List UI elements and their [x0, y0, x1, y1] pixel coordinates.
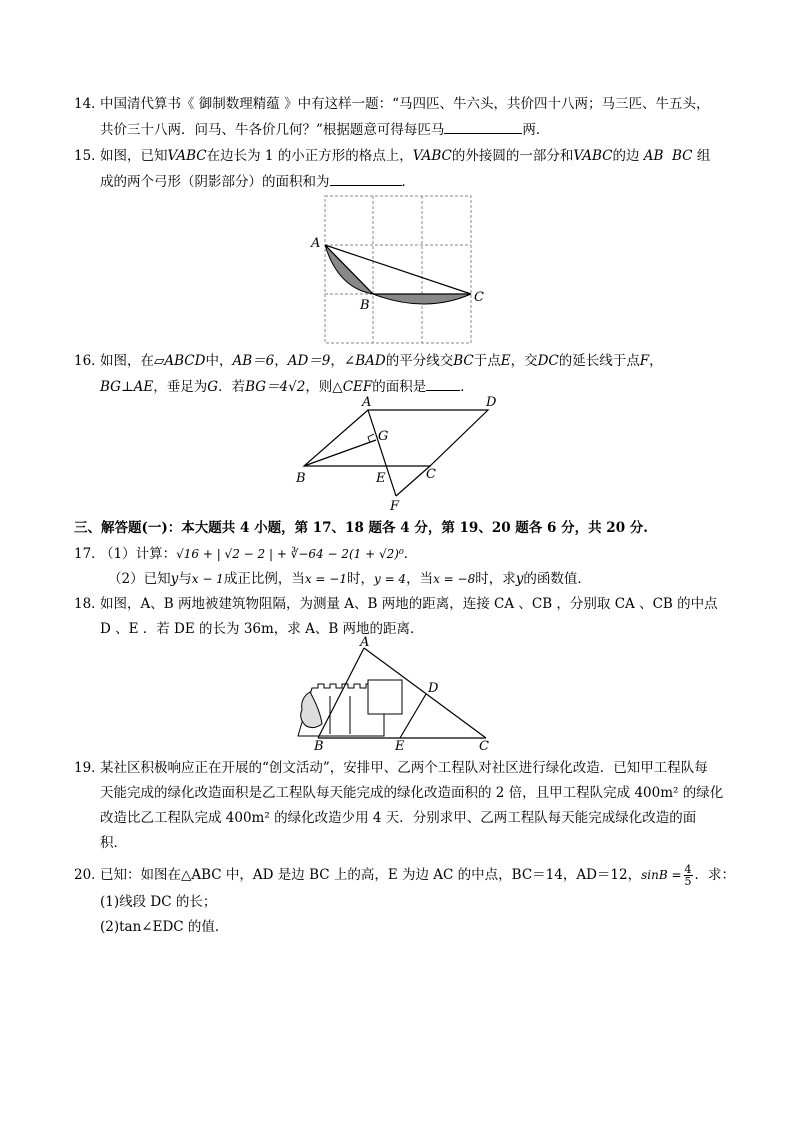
q18-line2: D 、E ．若 DE 的长为 36m，求 A、B 两地的距离．	[100, 621, 424, 637]
q17-part1-end: ．	[403, 546, 418, 562]
q16-label-f: F	[390, 499, 400, 514]
q15-label-c: C	[474, 290, 484, 305]
q16-label-b: B	[296, 471, 306, 486]
q18-label-d: D	[428, 681, 439, 696]
q17-x-eq-1: x = −1	[304, 572, 347, 586]
q17-text-b: 与	[178, 571, 192, 587]
q16-text-l: ．	[460, 379, 474, 395]
q15-triangle-1: VABC	[167, 148, 207, 164]
q20-sinb: sinB =	[641, 868, 682, 882]
q18-label-b: B	[314, 739, 324, 754]
q20-line1	[100, 862, 735, 888]
q15-line2-text: 成的两个弓形（阴影部分）的面积和为	[100, 174, 330, 190]
q18-label-c: C	[479, 739, 489, 754]
q17-text-e: ，当	[406, 571, 434, 587]
q16-line-bg	[304, 440, 376, 466]
q16-number: 16．	[74, 353, 105, 369]
q17-y1: y	[170, 571, 179, 587]
q20-text-b: ．求：	[694, 867, 736, 883]
q18-number: 18．	[74, 596, 105, 612]
q18-figure	[290, 636, 510, 756]
q16-text-b: 中，	[205, 353, 233, 369]
q16-g: G	[207, 379, 219, 395]
q16-text-e: ，交	[510, 353, 538, 369]
section-3-heading: 三、解答题(一)：本大题共 4 小题，第 17、18 题各 4 分，第 19、20 题各 6 分，共 20 分.	[74, 520, 648, 536]
q16-dc: DC	[537, 353, 559, 369]
q14-answer-blank[interactable]	[444, 120, 522, 134]
q16-answer-blank[interactable]	[426, 377, 460, 391]
q16-text-k: 的面积是	[372, 379, 427, 395]
q15-figure	[305, 190, 485, 348]
q17-text-a: （2）已知	[108, 571, 171, 587]
q16-parallelogram: ▱ABCD	[154, 353, 206, 369]
q17-y2: y	[515, 571, 524, 587]
q17-part1	[100, 545, 417, 563]
q15-text-b: 在边长为 1 的小正方形的格点上，	[206, 148, 413, 164]
q15-line1	[100, 147, 710, 165]
q14-number: 14．	[74, 96, 105, 112]
q16-bg-value: BG＝4√2	[245, 379, 306, 395]
q15-side-bc: BC	[672, 148, 693, 164]
q15-answer-blank[interactable]	[330, 172, 402, 186]
q15-triangle-3: VABC	[573, 148, 613, 164]
q16-parallelogram-shape	[304, 410, 488, 466]
q15-number: 15．	[74, 148, 105, 164]
q15-line2-end: ．	[401, 174, 415, 190]
q16-label-a: A	[362, 396, 372, 410]
q17-expression: √16 + | √2 − 2 | + ∛−64 − 2(1 + √2)⁰	[176, 547, 404, 561]
q16-sep2: ，	[330, 353, 344, 369]
q18-label-a: A	[360, 636, 370, 650]
q16-text-d: 于点	[473, 353, 501, 369]
q18-label-e: E	[395, 739, 405, 754]
q16-cef: CEF	[342, 379, 373, 395]
q19-number: 19．	[74, 760, 105, 776]
q19-line4: 积．	[100, 835, 127, 851]
q17-part1-label: （1）计算：	[100, 546, 177, 562]
q16-ad: AD＝9	[287, 353, 331, 369]
q16-figure	[290, 396, 510, 514]
q16-bg-perp: BG⊥AE	[100, 379, 154, 395]
q16-line-cf	[396, 466, 430, 496]
q15-segment-bc	[373, 294, 471, 304]
q20-numerator: 4	[684, 863, 692, 876]
q14-line2	[100, 120, 549, 139]
q20-part2: (2)tan∠EDC 的值．	[100, 919, 229, 935]
q15-text-a: 如图，已知	[100, 148, 168, 164]
q16-label-e: E	[376, 471, 386, 486]
q15-text-c: 的外接圆的一部分和	[451, 148, 574, 164]
q15-triangle-2: VABC	[412, 148, 452, 164]
q16-label-d: D	[486, 396, 497, 410]
q16-angle-bad: ∠BAD	[343, 353, 386, 369]
q19-line1: 某社区积极响应正在开展的“创文活动”，安排甲、乙两个工程队对社区进行绿化改造．已知甲工程队每	[100, 760, 708, 776]
q16-text-g: ，	[649, 353, 663, 369]
q18-line-de	[400, 694, 426, 738]
q16-bc: BC	[453, 353, 474, 369]
q16-line1	[100, 352, 663, 370]
q15-line2	[100, 172, 415, 191]
q16-text-i: ．若	[218, 379, 246, 395]
q15-text-d: 的边	[612, 148, 640, 164]
q15-text-e: 组	[696, 148, 711, 164]
q16-text-f: 的延长线于点	[558, 353, 640, 369]
q17-x-minus-1: x − 1	[191, 572, 224, 586]
q16-text-h: ，垂足为	[153, 379, 208, 395]
q20-fraction	[684, 864, 693, 887]
q16-e: E	[500, 353, 511, 369]
q15-label-b: B	[360, 298, 370, 313]
q16-sep1: ，	[274, 353, 288, 369]
q17-text-g: 的函数值．	[523, 571, 591, 587]
q16-text-j: ，则△	[305, 379, 343, 395]
q15-side-ab-line	[325, 245, 373, 294]
q14-line2-end: 两．	[522, 122, 550, 138]
q16-text-a: 如图，在	[100, 353, 154, 369]
q19-line2: 天能完成的绿化改造面积是乙工程队每天能完成的绿化改造面积的 2 倍，且甲工程队完成 400m² 的绿化	[100, 785, 724, 801]
q18-line1: 如图，A、B 两地被建筑物阻隔，为测量 A、B 两地的距离，连接 CA 、CB ，分别取 CA 、CB 的中点	[100, 596, 718, 612]
q14-line2-text: 共价三十八两．问马、牛各价几何？”根据题意可得每匹马	[100, 122, 445, 138]
q15-side-ab: AB	[643, 148, 664, 164]
q20-text-a: 已知：如图在△ABC 中，AD 是边 BC 上的高，E 为边 AC 的中点，BC＝14，AD＝12，	[100, 867, 642, 883]
q17-y-eq: y = 4	[373, 572, 407, 586]
q17-number: 17．	[74, 546, 105, 562]
q16-line2	[100, 377, 474, 396]
q17-part2	[108, 570, 591, 588]
q16-text-c: 的平分线交	[385, 353, 454, 369]
q19-line3: 改造比乙工程队完成 400m² 的绿化改造少用 4 天．分别求甲、乙两工程队每天能完成绿化改造的面	[100, 810, 697, 826]
q14-line1: 中国清代算书《 御制数理精蕴 》中有这样一题：“马四匹、牛六头，共价四十八两；马三匹、牛五头，	[100, 96, 710, 112]
q16-label-c: C	[426, 467, 436, 482]
q15-label-a: A	[311, 236, 321, 251]
q20-part1: (1)线段 DC 的长；	[100, 894, 217, 910]
q16-ab: AB＝6	[232, 353, 275, 369]
q17-x-eq-2: x = −8	[433, 572, 476, 586]
q17-text-c: 成正比例，当	[223, 571, 305, 587]
q17-text-d: 时，	[346, 571, 374, 587]
building-obstacle	[298, 680, 402, 736]
q16-label-g: G	[378, 429, 389, 444]
q20-number: 20．	[74, 867, 105, 883]
q20-denominator: 5	[684, 875, 692, 888]
q17-text-f: 时，求	[475, 571, 516, 587]
q16-f: F	[639, 353, 650, 369]
